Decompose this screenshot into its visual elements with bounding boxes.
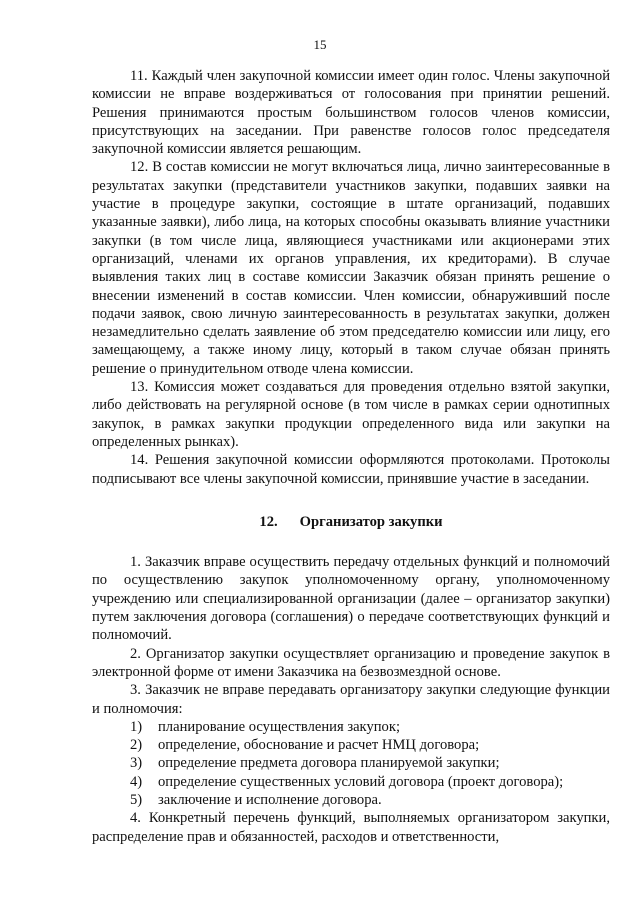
list-item <box>92 718 610 736</box>
paragraph-4 <box>92 809 610 846</box>
list-item <box>92 791 610 809</box>
document-body <box>92 67 610 846</box>
list-item <box>92 754 610 772</box>
list-item <box>92 773 610 791</box>
paragraph-text: Конкретный перечень функций, выполняемых организатором закупки, распределение прав и обязанностей, расходов и ответственности, <box>92 810 610 845</box>
list-item-number: 1) <box>130 718 143 735</box>
paragraph-14 <box>92 451 610 488</box>
list-item-text: заключение и исполнение договора. <box>158 791 382 808</box>
paragraph-number: 3. <box>130 682 141 699</box>
list-item-number: 2) <box>130 737 143 754</box>
paragraph-text: В состав комиссии не могут включаться лица, лично заинтересованные в результатах закупки (представители участников закупки, подавших заявки на участие в процедуре закупки, состоящие в штате организаций, подавших указанные заявки), либо лица, на которых способны оказывать влияние участники закупки (в том числе лица, являющиеся участниками или акционерами этих организаций, членами их органов управления, их кредиторами). В случае выявления таких лиц в составе комиссии Заказчик обязан принять решение о внесении изменений в состав комиссии. Член комиссии, обнаруживший после подачи заявок, свою личную заинтересованность в результатах закупки, должен незамедлительно сделать заявление об этом председателю комиссии или лицу, его замещающему, а также иному лицу, который в таком случае обязан принять решение о принудительном отводе члена комиссии. <box>92 159 611 377</box>
paragraph-number: 13. <box>130 379 149 396</box>
paragraph-number: 2. <box>130 645 141 662</box>
paragraph-text: Организатор закупки осуществляет организацию и проведение закупок в электронной форме от имени Заказчика на безвозмездной основе. <box>92 645 610 680</box>
paragraph-text: Заказчик не вправе передавать организатору закупки следующие функции и полномочия: <box>92 682 610 717</box>
section-title: Организатор закупки <box>299 513 443 530</box>
section-heading <box>92 513 610 531</box>
list-item-number: 4) <box>130 773 143 790</box>
paragraph-number: 12. <box>130 159 149 176</box>
list-item-text: определение существенных условий договора (проект договора); <box>158 773 564 790</box>
list-item-number: 3) <box>130 755 143 772</box>
paragraph-1 <box>92 553 610 644</box>
paragraph-text: Каждый член закупочной комиссии имеет один голос. Члены закупочной комиссии не вправе воздерживаться от голосования при принятии решений. Решения принимаются простым большинством голосов членов комиссии, присутствующих на заседании. При равенстве голосов голос председателя закупочной комиссии является решающим. <box>92 68 610 158</box>
paragraph-3 <box>92 681 610 718</box>
paragraph-number: 1. <box>130 554 141 571</box>
list-item <box>92 736 610 754</box>
paragraph-12 <box>92 158 610 378</box>
paragraph-text: Заказчик вправе осуществить передачу отдельных функций и полномочий по осуществлению закупок уполномоченному органу, уполномоченному учреждению или специализированной организации (далее – организатор закупки) путем заключения договора (соглашения) о передаче соответствующих функций и полномочий. <box>92 554 610 644</box>
paragraph-text: Комиссия может создаваться для проведения отдельно взятой закупки, либо действовать на регулярной основе (в том числе в рамках серии однотипных закупок, в рамках закупки продукции определенного вида или закупки на определенных рынках). <box>92 379 610 450</box>
list-item-text: планирование осуществления закупок; <box>158 718 400 735</box>
paragraph-text: Решения закупочной комиссии оформляются протоколами. Протоколы подписывают все члены закупочной комиссии, принявшие участие в заседании. <box>92 452 610 487</box>
paragraph-number: 14. <box>130 452 149 469</box>
paragraph-11 <box>92 67 610 158</box>
page-number: 15 <box>313 37 327 52</box>
list-item-text: определение, обоснование и расчет НМЦ договора; <box>158 737 480 754</box>
paragraph-number: 11. <box>130 68 148 84</box>
list-item-text: определение предмета договора планируемой закупки; <box>158 755 500 772</box>
paragraph-13 <box>92 378 610 451</box>
paragraph-number: 4. <box>130 810 141 827</box>
list-item-number: 5) <box>130 791 143 808</box>
paragraph-2 <box>92 645 610 682</box>
section-number: 12. <box>259 513 278 530</box>
